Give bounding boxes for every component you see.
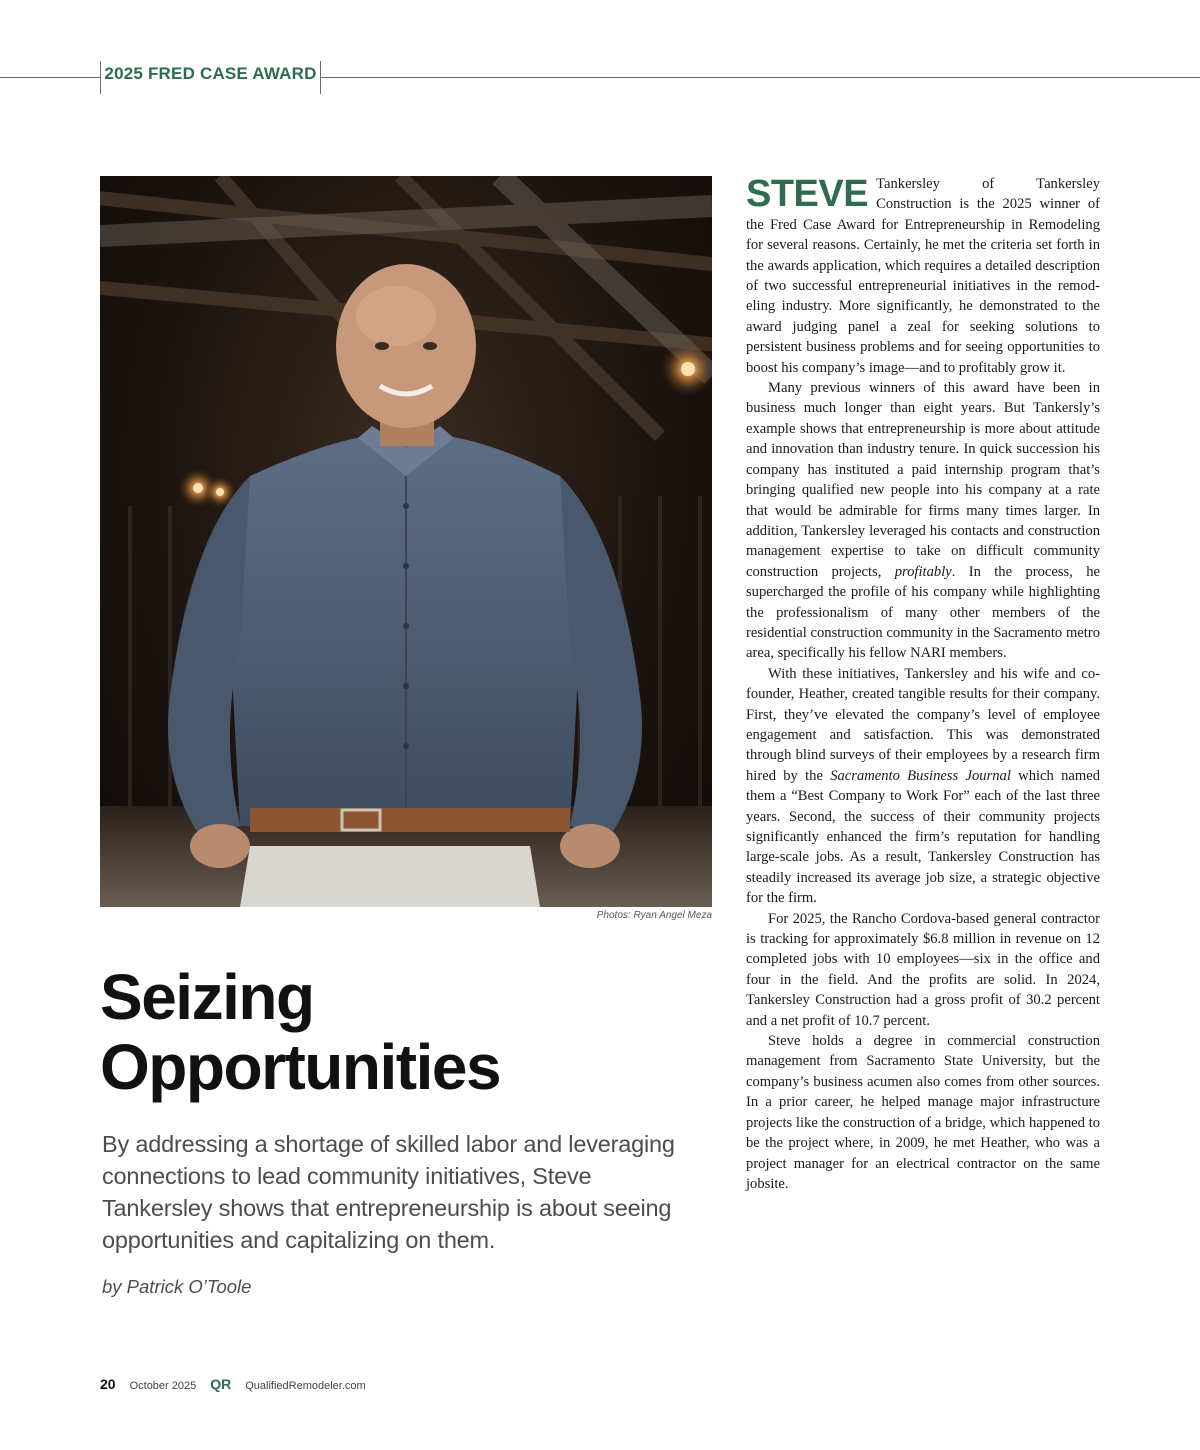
paragraph-2-text-a: Many previous winners of this award have been in business much longer than eight years. But Tankersly’s example shows that entrepreneurship is more about attitude and innovation than industry tenure. In quick succession his company has instituted a paid internship program that’s bringing qualified new people into his company at a rate that would be admirable for firms many times larger. In addition, Tankersley leveraged his contacts and construction management expertise to take on difficult community construction projects, — [746, 380, 1100, 580]
section-label: 2025 FRED CASE AWARD — [104, 64, 317, 83]
byline: by Patrick O’Toole — [102, 1276, 252, 1297]
headline — [100, 962, 710, 1102]
header-rule-left — [0, 77, 100, 78]
paragraph-1 — [746, 174, 1100, 378]
dek: By addressing a shortage of skilled labor and leveraging connections to lead community initiatives, Steve Tankersley shows that entrepreneurship is about seeing opportunities and capitalizing on them. — [102, 1131, 675, 1253]
headline-line-2: Opportunities — [100, 1031, 501, 1103]
article-body — [746, 174, 1100, 1194]
paragraph-4: For 2025, the Rancho Cordova-based general contractor is tracking for approximately $6.8 million in revenue on 12 completed jobs with 10 employees—six in the office and four in the field. And the profits are solid. In 2024, Tankersley Construction had a gross profit of 30.2 percent and a net profit of 10.7 percent. — [746, 910, 1100, 1029]
paragraph-1-text: Tankersley of Tankersley Construction is the 2025 winner of the Fred Case Award for Entrepreneurship in Remodeling for several reasons. Certainly, he met the criteria set forth in the awards application, which requires a detailed description of two successful entrepreneurial initiatives in the remodeling industry. More significantly, he demonstrated to the award judging panel a zeal for seeking solutions to persistent business problems and for seeing opportunities to boost his company’s image—and to profitably grow it. — [746, 176, 1100, 376]
page-footer — [100, 1376, 366, 1392]
paragraph-3 — [746, 664, 1100, 909]
qr-logo: QR — [210, 1376, 232, 1392]
photo-credit: Photos: Ryan Angel Meza — [596, 910, 712, 921]
paragraph-2 — [746, 378, 1100, 664]
dropcap: STEVE — [746, 173, 869, 215]
page-number: 20 — [100, 1376, 116, 1392]
paragraph-2-text-b: . In the process, he supercharged the profile of his company while highlighting the professionalism of many other members of the residential construction community in the Sacramento metro area, specifically his fellow NARI members. — [746, 563, 1100, 662]
paragraph-3-text-a: With these initiatives, Tankersley and his wife and co-founder, Heather, created tangible results for their company. First, they’ve elevated the company’s level of employee engagement and satisfaction. This was demonstrated through blind surveys of their employees by a research firm hired by the — [746, 665, 1100, 784]
paragraph-3-text-b: which named them a “Best Company to Work For” each of the last three years. Second, the success of their community projects significantly enhanced the firm’s reputation for handling large-scale jobs. As a result, Tankersley Construction has steadily increased its average job size, a strategic objective for the firm. — [746, 767, 1100, 907]
headline-line-1: Seizing — [100, 961, 314, 1033]
paragraph-2-emphasis: profitably — [894, 563, 952, 580]
header-rule-right — [321, 77, 1200, 78]
portrait-photo — [100, 176, 712, 907]
paragraph-3-publication: Sacramento Business Journal — [830, 767, 1011, 784]
paragraph-5: Steve holds a degree in commercial construction management from Sacramento State University, but the company’s business acumen also comes from other sources. In a prior career, he helped manage major infrastructure projects like the construction of a bridge, which happened to be the project where, in 2009, he met Heather, who was a project manager for an electrical contractor on the same jobsite. — [746, 1033, 1100, 1192]
issue-date: October 2025 — [129, 1380, 197, 1392]
website-link[interactable]: QualifiedRemodeler.com — [245, 1380, 366, 1392]
